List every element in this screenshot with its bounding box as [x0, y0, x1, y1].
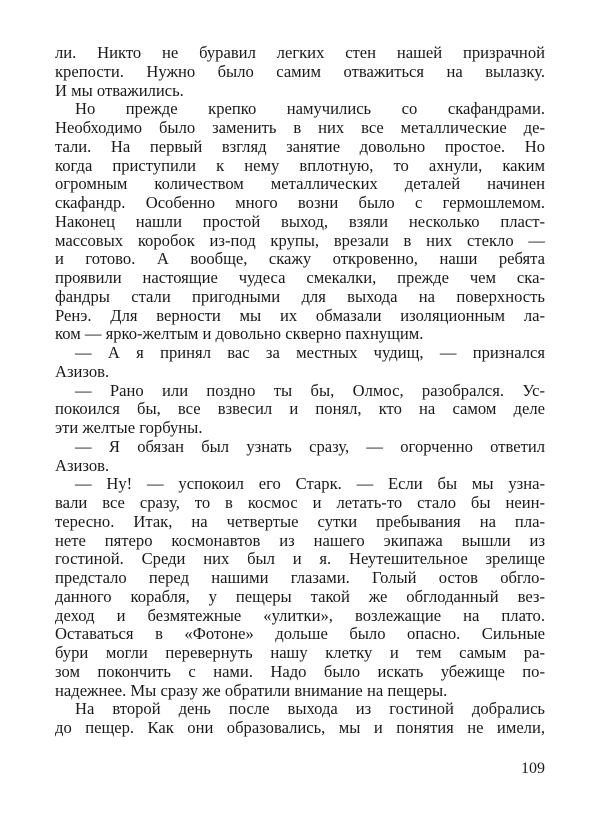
text-line: покоился бы, все взвесил и понял, кто на самом деле	[55, 399, 545, 419]
text-line: до пещер. Как они образовались, мы и понятия не имели,	[55, 718, 545, 737]
text-line: — Я обязан был узнать сразу, — огорченно ответил	[75, 436, 545, 456]
text-line: надежнее. Мы сразу же обратили внимание на пещеры.	[55, 680, 448, 700]
text-line: крепости. Нужно было самим отважиться на вылазку.	[55, 61, 545, 81]
text-line: Азизов.	[55, 455, 110, 475]
text-line: гостиной. Среди них был и я. Неутешительное зрелище	[55, 549, 545, 569]
text-line: вали все сразу, то в космос и летать-то стало бы неин-	[55, 493, 545, 512]
text-line: данного корабля, у пещеры такой же обглоданный вез-	[55, 586, 545, 606]
text-line: проявили настоящие чудеса смекалки, прежде чем ска-	[55, 268, 545, 287]
text-line: массовых коробок из-под крупы, врезали в них стекло —	[55, 230, 545, 250]
text-line: когда приступили к нему вплотную, то ахнули, каким	[55, 155, 545, 175]
text-line: Оставаться в «Фотоне» дольше было опасно. Сильные	[55, 624, 545, 644]
text-line: Необходимо было заменить в них все металлические де-	[55, 118, 545, 137]
page-number: 109	[521, 760, 545, 777]
text-line: огромным количеством металлических деталей начинен	[55, 174, 545, 194]
text-line: ли. Никто не буравил легких стен нашей призрачной	[55, 43, 545, 62]
text-line: и готово. А вообще, скажу откровенно, наши ребята	[55, 249, 545, 269]
text-line: предстало перед нашими глазами. Голый остов обгло-	[55, 568, 545, 587]
text-line: Но прежде крепко намучились со скафандрами.	[75, 99, 545, 119]
text-line: Азизов.	[55, 361, 110, 381]
text-line: тересно. Итак, на четвертые сутки пребывания на пла-	[55, 511, 545, 531]
text-line: Наконец нашли простой выход, взяли несколько пласт-	[55, 211, 545, 231]
text-line: зом покончить с нами. Надо было искать убежище по-	[55, 661, 545, 681]
text-line: На второй день после выхода из гостиной добрались	[75, 699, 545, 719]
text-line: эти желтые горбуны.	[55, 418, 203, 437]
text-line: нете пятеро космонавтов из нашего экипажа вышли из	[55, 530, 545, 550]
text-line: Ренэ. Для верности мы их обмазали изоляционным ла-	[55, 305, 545, 325]
text-line: бури могли перевернуть нашу клетку и тем самым ра-	[55, 643, 545, 662]
page-body-text	[55, 44, 545, 738]
text-line: тали. На первый взгляд занятие довольно простое. Но	[55, 136, 545, 156]
text-line: И мы отважились.	[55, 80, 184, 100]
text-line: деход и безмятежные «улитки», возлежащие на плато.	[55, 605, 545, 625]
text-line: скафандр. Особенно много возни было с гермошлемом.	[55, 193, 545, 212]
text-line: — Рано или поздно ты бы, Олмос, разобрался. Ус-	[75, 380, 545, 400]
text-line: фандры стали пригодными для выхода на поверхность	[55, 286, 545, 306]
text-line: — Ну! — успокоил его Старк. — Если бы мы узна-	[75, 474, 545, 494]
text-line: — А я принял вас за местных чудищ, — признался	[75, 343, 545, 362]
text-line: ком — ярко-желтым и довольно скверно пахнущим.	[55, 324, 424, 344]
